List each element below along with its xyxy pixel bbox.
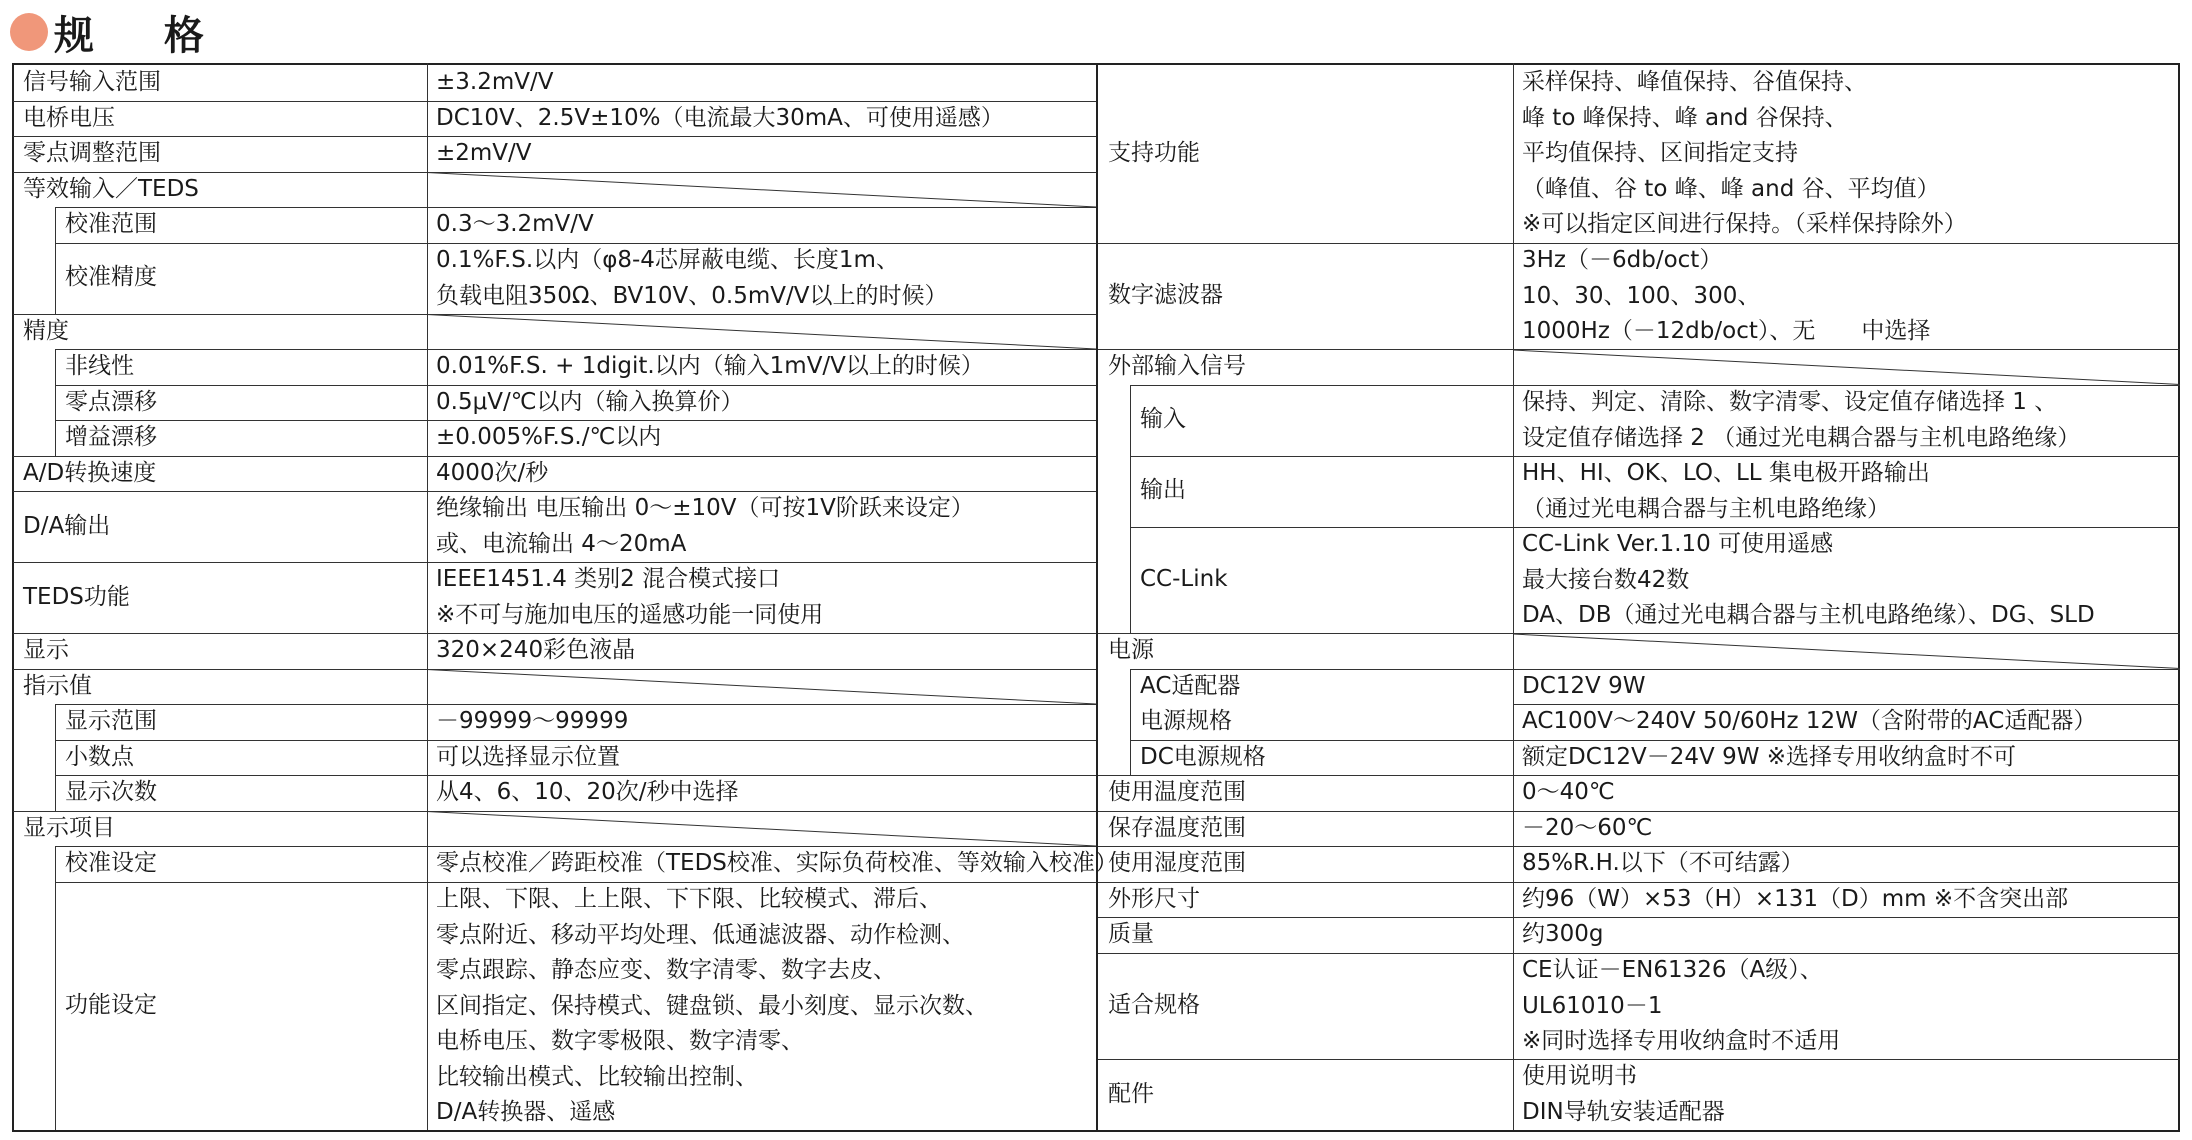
left-row-value-line: ±2mV/V [436, 140, 532, 166]
right-row-value-line: 85%R.H.以下（不可结露） [1522, 850, 1804, 876]
left-indent-line [55, 846, 56, 1130]
left-row-border [55, 704, 1096, 705]
left-row-value-line: 0.1%F.S.以内（φ8-4芯屏蔽电缆、长度1m、 [436, 247, 899, 273]
left-row-value-line: 绝缘输出 电压输出 0～±10V（可按1V阶跃来设定） [436, 495, 974, 521]
left-row-border [55, 385, 1096, 386]
left-row-label: D/A输出 [23, 513, 111, 539]
left-row-label: 精度 [23, 318, 69, 344]
left-row-value-line: 320×240彩色液晶 [436, 637, 636, 663]
left-row-border [55, 207, 1096, 208]
right-row-border [1098, 775, 2180, 776]
right-row-label: DC电源规格 [1140, 744, 1266, 770]
right-row-border [1130, 527, 2180, 528]
left-row-label: 校准范围 [65, 211, 157, 237]
orange-bullet-icon [10, 13, 48, 51]
left-row-border [55, 243, 1096, 244]
right-row-value-line: 峰 to 峰保持、峰 and 谷保持、 [1522, 104, 1848, 131]
left-row-border [13, 669, 1096, 670]
left-row-value-line: 负载电阻350Ω、BV10V、0.5mV/V以上的时候） [436, 282, 948, 309]
left-row-border [13, 633, 1096, 634]
left-row-border [13, 811, 1096, 812]
left-row-label: 校准精度 [65, 264, 157, 290]
right-row-label: 电源 [1108, 637, 1154, 663]
right-row-value [1522, 882, 2068, 918]
right-row-value [1522, 456, 1930, 527]
left-row-border [55, 349, 1096, 350]
right-row-value-line: 保持、判定、清除、数字清零、设定值存储选择 1 、 [1522, 389, 2058, 415]
left-row-border [55, 882, 1096, 883]
left-row-border [13, 456, 1096, 457]
left-row-value-line: 可以选择显示位置 [436, 744, 620, 770]
right-row-value-line: 3Hz（－6db/oct） [1522, 247, 1723, 273]
right-indent-line [1130, 385, 1131, 634]
right-row-value-line: 1000Hz（－12db/oct）、无 中选择 [1522, 318, 1931, 344]
right-row-border [1098, 917, 2180, 918]
left-row-label: 等效输入／TEDS [23, 176, 199, 202]
right-row-label: CC-Link [1140, 566, 1228, 592]
right-row-value-line: 平均值保持、区间指定支持 [1522, 140, 1798, 166]
right-row-value-line: －20～60℃ [1522, 815, 1653, 841]
left-row-value-line: 区间指定、保持模式、键盘锁、最小刻度、显示次数、 [436, 992, 988, 1019]
left-row-value [436, 65, 553, 101]
right-row-value-line: 10、30、100、300、 [1522, 282, 1761, 309]
right-row-value [1522, 1059, 1725, 1130]
left-row-value [436, 456, 548, 492]
right-row-value-line: DC12V 9W [1522, 673, 1646, 699]
right-row-border [1098, 243, 2180, 244]
left-row-value [436, 420, 661, 456]
right-row-value [1522, 704, 2096, 740]
left-row-value-line: ※不可与施加电压的遥感功能一同使用 [436, 601, 824, 628]
left-row-label: 非线性 [65, 353, 134, 379]
left-row-label: 小数点 [65, 744, 134, 770]
right-row-value [1522, 775, 1615, 811]
left-row-value [436, 349, 984, 385]
left-row-label: TEDS功能 [23, 584, 130, 610]
left-row-border [13, 491, 1096, 492]
right-row-value-line: 采样保持、峰值保持、谷值保持、 [1522, 69, 1867, 95]
left-row-label: 显示次数 [65, 779, 157, 805]
right-row-label: AC适配器 [1140, 673, 1241, 699]
right-row-border [1098, 953, 2180, 954]
right-row-border [1098, 811, 2180, 812]
left-row-value [436, 846, 1118, 882]
left-indent-line [55, 349, 56, 456]
right-row-value-line: 约96（W）×53（H）×131（D）mm ※不含突出部 [1522, 886, 2069, 912]
right-row-label: 输出 [1140, 477, 1186, 503]
right-row-value-line: 额定DC12V－24V 9W ※选择专用收纳盒时不可 [1522, 744, 2017, 770]
right-row-border [1098, 1059, 2180, 1060]
right-row-border [1130, 740, 2180, 741]
left-row-value-line: 零点校准／跨距校准（TEDS校准、实际负荷校准、等效输入校准） [436, 850, 1118, 876]
left-row-value-line: DC10V、2.5V±10%（电流最大30mA、可使用遥感） [436, 105, 1004, 131]
right-row-label: 适合规格 [1108, 992, 1200, 1018]
right-row-value [1522, 846, 1804, 882]
left-row-value [436, 243, 947, 314]
left-row-value [436, 633, 635, 669]
right-row-value-line: ※同时选择专用收纳盒时不适用 [1522, 1028, 1841, 1054]
left-row-value [436, 207, 594, 243]
left-row-border [13, 314, 1096, 315]
right-row-label: 支持功能 [1108, 140, 1200, 166]
left-row-label: 校准设定 [65, 850, 157, 876]
right-row-label: 保存温度范围 [1108, 815, 1246, 841]
right-row-border [1130, 669, 2180, 670]
right-row-label: 外形尺寸 [1108, 886, 1200, 912]
right-row-value-line: 设定值存储选择 2 （通过光电耦合器与主机电路绝缘） [1522, 424, 2081, 451]
right-row-value-line: 使用说明书 [1522, 1063, 1637, 1089]
left-row-value-line: 4000次/秒 [436, 460, 549, 486]
right-row-value-line: （峰值、谷 to 峰、峰 and 谷、平均值） [1522, 175, 1940, 202]
right-row-value [1522, 917, 1604, 953]
right-row-label: 配件 [1108, 1081, 1154, 1107]
right-row-label: 使用湿度范围 [1108, 850, 1246, 876]
right-row-value-line: ※可以指定区间进行保持。（采样保持除外） [1522, 211, 1967, 237]
left-row-border [13, 172, 1096, 173]
right-row-value-line: UL61010－1 [1522, 992, 1663, 1019]
left-indent-line [55, 704, 56, 811]
left-row-border [55, 420, 1096, 421]
right-row-value [1522, 740, 2016, 776]
right-row-border [1130, 385, 2180, 386]
left-row-value [436, 562, 823, 633]
left-row-value [436, 491, 974, 562]
left-row-label: 显示项目 [23, 815, 115, 841]
left-row-label: 零点漂移 [65, 389, 157, 415]
right-row-border [1098, 349, 2180, 350]
right-row-label: 输入 [1140, 406, 1186, 432]
right-row-border [1098, 633, 2180, 634]
left-row-label: 指示值 [23, 673, 92, 699]
section-title-text: 规 格 [54, 12, 232, 59]
right-row-value [1522, 243, 1930, 350]
left-row-value-line: 从4、6、10、20次/秒中选择 [436, 779, 739, 805]
left-row-border [13, 136, 1096, 137]
left-row-value [436, 775, 739, 811]
right-row-value [1522, 811, 1652, 847]
left-row-value-line: D/A转换器、遥感 [436, 1099, 616, 1125]
left-row-value [436, 136, 532, 172]
left-row-label: A/D转换速度 [23, 460, 157, 486]
right-row-border [1130, 456, 2180, 457]
right-row-value-line: DA、DB（通过光电耦合器与主机电路绝缘）、DG、SLD [1522, 602, 2095, 628]
left-row-value-line: 比较输出模式、比较输出控制、 [436, 1063, 758, 1090]
left-row-value [436, 740, 620, 776]
left-row-label: 零点调整范围 [23, 140, 161, 166]
right-row-value-line: DIN导轨安装适配器 [1522, 1098, 1725, 1125]
left-row-label: 显示 [23, 637, 69, 663]
left-row-border [55, 740, 1096, 741]
left-row-value-line: ±3.2mV/V [436, 69, 554, 95]
left-row-value-line: 上限、下限、上上限、下下限、比较模式、滞后、 [436, 886, 942, 912]
left-row-value-line: 电桥电压、数字零极限、数字清零、 [436, 1028, 804, 1054]
left-row-border [13, 562, 1096, 563]
left-row-border [55, 846, 1096, 847]
left-row-value-line: ±0.005%F.S./℃以内 [436, 424, 662, 450]
right-row-value [1522, 527, 2095, 634]
right-row-value-line: AC100V～240V 50/60Hz 12W（含附带的AC适配器） [1522, 708, 2097, 734]
right-row-border [1513, 704, 2180, 705]
right-row-border [1098, 882, 2180, 883]
right-row-label: 电源规格 [1140, 708, 1232, 734]
right-row-label: 质量 [1108, 921, 1154, 947]
left-row-label: 功能设定 [65, 992, 157, 1018]
left-value-separator [427, 63, 428, 1130]
right-row-value-line: （通过光电耦合器与主机电路绝缘） [1522, 495, 1890, 522]
left-row-value-line: 零点跟踪、静态应变、数字清零、数字去皮、 [436, 957, 896, 983]
left-row-value-line: 0.5μV/℃以内（输入换算价） [436, 389, 744, 415]
right-row-value-line: HH、HI、OK、LO、LL 集电极开路输出 [1522, 460, 1930, 486]
left-row-value [436, 882, 988, 1131]
right-row-value [1522, 385, 2080, 456]
left-row-value-line: 0.01%F.S. + 1digit.以内（输入1mV/V以上的时候） [436, 353, 984, 379]
right-row-value-line: 约300g [1522, 921, 1604, 947]
right-row-value-line: 最大接台数42数 [1522, 566, 1690, 593]
left-row-label: 电桥电压 [23, 105, 115, 131]
right-row-value [1522, 953, 1840, 1060]
right-row-border [1098, 846, 2180, 847]
right-row-value-line: CC-Link Ver.1.10 可使用遥感 [1522, 531, 1834, 557]
left-row-label: 显示范围 [65, 708, 157, 734]
right-indent-line [1130, 669, 1131, 776]
right-row-value [1522, 65, 1967, 243]
left-row-value-line: IEEE1451.4 类别2 混合模式接口 [436, 566, 781, 592]
left-row-label: 信号输入范围 [23, 69, 161, 95]
left-row-value [436, 101, 1004, 137]
right-row-value-line: CE认证－EN61326（A级）、 [1522, 957, 1823, 983]
right-value-separator [1513, 63, 1514, 1130]
left-row-border [13, 101, 1096, 102]
right-row-label: 数字滤波器 [1108, 282, 1223, 308]
right-row-value-line: 0～40℃ [1522, 779, 1615, 805]
left-row-value [436, 385, 744, 421]
section-title [10, 4, 232, 60]
left-row-value-line: 或、电流输出 4～20mA [436, 530, 687, 557]
left-row-value-line: 0.3～3.2mV/V [436, 211, 594, 237]
right-row-label: 外部输入信号 [1108, 353, 1246, 379]
left-row-border [55, 775, 1096, 776]
left-row-value-line: －99999～99999 [436, 708, 629, 734]
right-row-label: 使用温度范围 [1108, 779, 1246, 805]
right-row-value [1522, 669, 1645, 705]
left-row-label: 增益漂移 [65, 424, 157, 450]
left-row-value [436, 704, 628, 740]
left-row-value-line: 零点附近、移动平均处理、低通滤波器、动作检测、 [436, 921, 965, 948]
left-indent-line [55, 207, 56, 314]
column-divider [1096, 63, 1098, 1132]
